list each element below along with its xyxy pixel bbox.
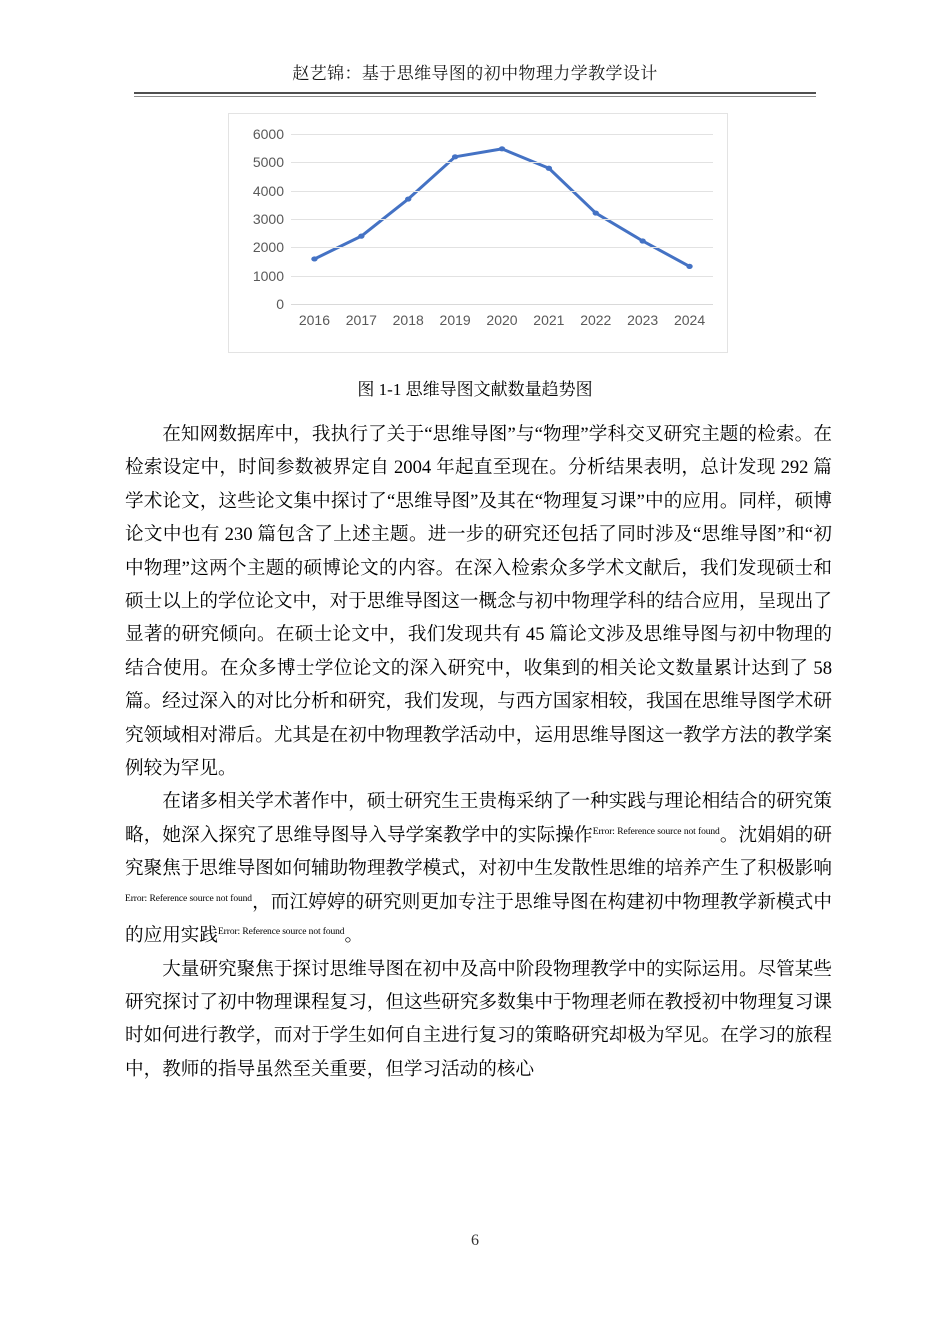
chart-y-tick-label: 4000 (252, 182, 284, 199)
chart-gridline (291, 162, 713, 163)
chart-gridline (291, 134, 713, 135)
chart-data-point (358, 234, 364, 239)
chart-data-point (593, 210, 599, 215)
chart-data-point (311, 256, 317, 261)
paragraph-p3: 大量研究聚焦于探讨思维导图在初中及高中阶段物理教学中的实际运用。尽管某些研究探讨了初中物理课程复习，但这些研究多数集中于物理老师在教授初中物理复习课时如何进行教学，而对于学生如何自主进行复习的策略研究却极为罕见。在学习的旅程中，教师的指导虽然至关重要，但学习活动的核心 (125, 958, 832, 1080)
chart-frame (228, 113, 728, 353)
reference-error-marker: Error: Reference source not found (125, 893, 252, 904)
chart-y-tick-label: 1000 (252, 267, 284, 284)
chart-x-tick-label: 2021 (533, 312, 565, 328)
reference-error-marker: Error: Reference source not found (217, 926, 345, 937)
chart-x-tick-label: 2017 (345, 312, 377, 328)
chart-data-point (639, 238, 645, 243)
chart-x-tick-label: 2022 (580, 312, 612, 328)
chart-gridline (291, 247, 713, 248)
chart-gridline (291, 276, 713, 277)
header-title: 赵艺锦：基于思维导图的初中物理力学教学设计 (292, 64, 658, 83)
chart-data-point (546, 166, 552, 171)
chart-data-point (452, 154, 458, 159)
chart-series-line (314, 149, 689, 267)
chart-x-tick-label: 2020 (486, 312, 518, 328)
paragraph-p1: 在知网数据库中，我执行了关于“思维导图”与“物理”学科交叉研究主题的检索。在检索设定中，时间参数被界定自 2004 年起直至现在。分析结果表明，总计发现 292 篇学术论文，这些论文集中探讨了“思维导图”及其在“物理复习课”中的应用。同样，硕博论文中也有 230 篇包含了上述主题。进一步的研究还包括了同时涉及“思维导图”和“初中物理”这两个主题的硕博论文的内容。在深入检索众多学术文献后，我们发现硕士和硕士以上的学位论文中，对于思维导图这一概念与初中物理学科的结合应用，呈现出了显著的研究倾向。在硕士论文中，我们发现共有 45 篇论文涉及思维导图与初中物理的结合使用。在众多博士学位论文的深入研究中，收集到的相关论文数量累计达到了 58 篇。经过深入的对比分析和研究，我们发现，与西方国家相较，我国在思维导图学术研究领域相对滞后。尤其是在初中物理教学活动中，运用思维导图这一教学方法的教学案例较为罕见。 (125, 424, 832, 780)
chart-gridline (291, 219, 713, 220)
header-rule-thick (134, 92, 816, 94)
body-text-container (125, 418, 832, 1086)
chart-x-tick-label: 2016 (298, 312, 331, 328)
chart-data-point (405, 196, 411, 201)
chart-data-point (499, 146, 505, 151)
figure-caption: 图 1-1 思维导图文献数量趋势图 (357, 380, 593, 399)
paragraph-p2: 在诸多相关学术著作中，硕士研究生王贵梅采纳了一种实践与理论相结合的研究策略，她深入探究了思维导图导入导学案教学中的实际操作$^{Error: Reference source not found}$。沈娟娟的研究聚焦于思维导图如何辅助物理教学模式，对初中生发散性思维的培养产生了积极影响$^{Error: Reference source not found}$，而江婷婷的研究则更加专注于思维导图在构建初中物理教学新模式中的应用实践$^{Error: Reference source not found}$。 (125, 791, 832, 947)
chart-x-tick-label: 2019 (439, 312, 471, 328)
chart-data-point (686, 264, 692, 269)
chart-y-tick-label: 2000 (252, 239, 284, 256)
page-number: 6 (471, 1232, 479, 1249)
header-rule-thin (134, 96, 816, 97)
chart-y-tick-label: 6000 (252, 126, 284, 142)
chart-y-tick-label: 5000 (252, 154, 284, 171)
chart-y-tick-label: 0 (276, 296, 284, 312)
chart-plot-area (252, 126, 713, 328)
chart-gridline (291, 191, 713, 192)
chart-gridline (291, 304, 713, 305)
figure-chart (228, 113, 728, 353)
chart-x-tick-label: 2024 (673, 312, 706, 328)
running-header (0, 64, 950, 84)
chart-y-tick-label: 3000 (252, 211, 284, 227)
reference-error-marker: Error: Reference source not found (592, 826, 720, 837)
chart-x-tick-label: 2018 (392, 312, 424, 328)
chart-x-tick-label: 2023 (627, 312, 659, 328)
